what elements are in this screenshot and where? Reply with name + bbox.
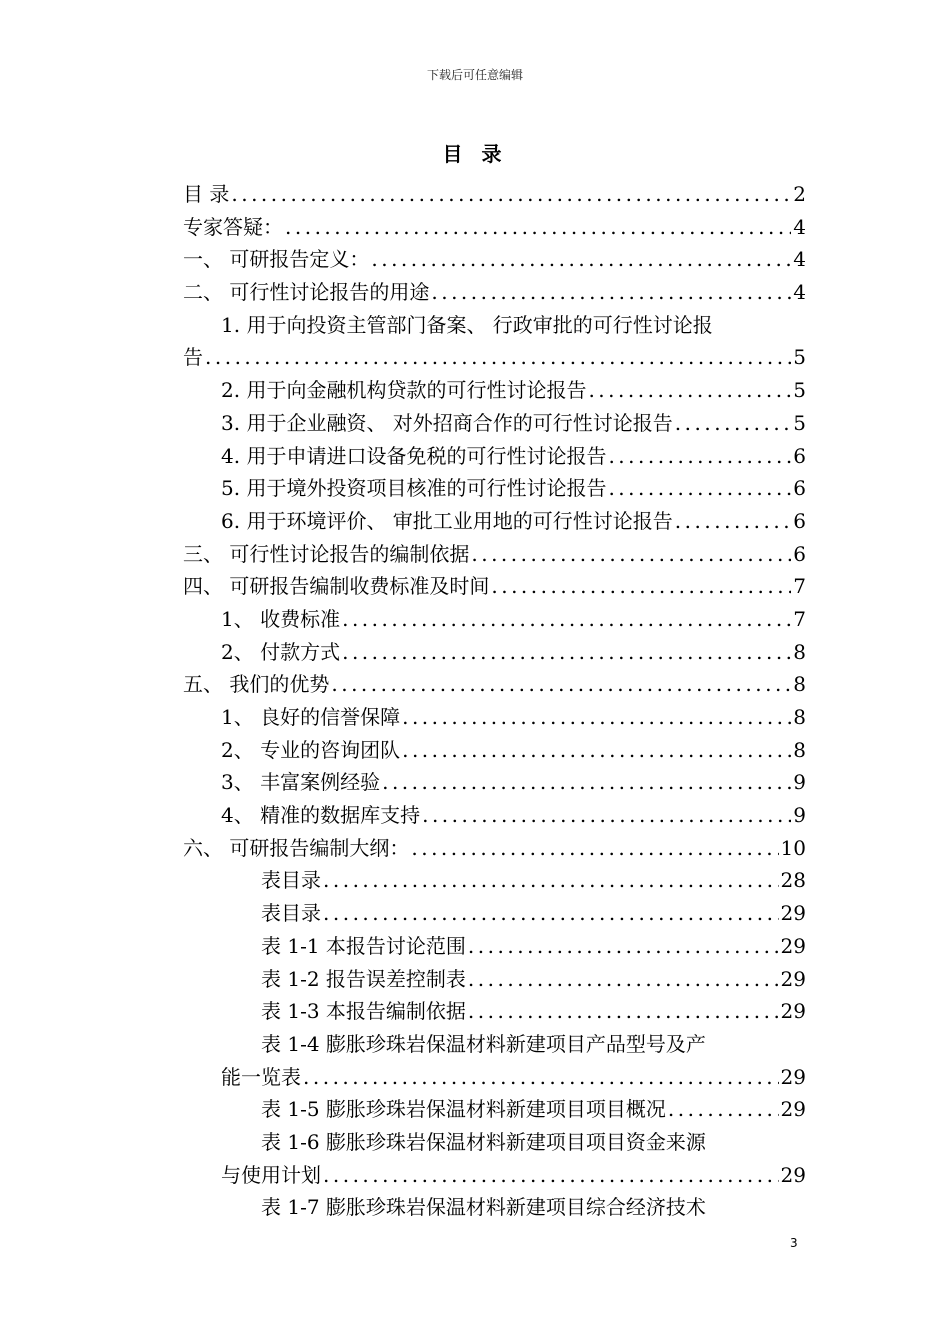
toc-leader (466, 930, 779, 963)
toc-entry-text: 表 1-4 膨胀珍珠岩保温材料新建项目产品型号及产 (261, 1031, 706, 1056)
toc-entry-page: 5 (793, 345, 806, 370)
toc-entry-text: 6. 用于环境评价、 审批工业用地的可行性讨论报告 (221, 508, 673, 533)
table-of-contents (183, 178, 806, 1224)
toc-leader (606, 472, 791, 505)
toc-entry-page: 6 (793, 541, 806, 566)
toc-leader (666, 1093, 779, 1126)
toc-entry-text: 3、 丰富案例经验 (221, 770, 381, 795)
toc-entry-text: 与使用计划 (221, 1162, 321, 1187)
toc-entry-page: 4 (793, 214, 806, 239)
toc-entry-text: 三、 可行性讨论报告的编制依据 (183, 541, 470, 566)
toc-leader (229, 178, 791, 211)
toc-entry[interactable] (183, 636, 806, 669)
toc-leader (466, 995, 779, 1028)
toc-entry[interactable] (183, 734, 806, 767)
toc-leader (469, 538, 791, 571)
toc-entry-page: 7 (793, 606, 806, 631)
toc-entry-page: 10 (780, 835, 806, 860)
toc-entry[interactable] (183, 603, 806, 636)
toc-entry-text: 表 1-7 膨胀珍珠岩保温材料新建项目综合经济技术 (261, 1195, 706, 1220)
toc-entry-page: 5 (793, 378, 806, 403)
toc-entry-page: 6 (793, 508, 806, 533)
toc-leader (429, 276, 791, 309)
toc-leader (369, 243, 791, 276)
toc-leader (321, 897, 779, 930)
page-number: 3 (790, 1236, 798, 1250)
toc-leader (586, 374, 791, 407)
toc-entry-page: 9 (793, 770, 806, 795)
toc-entry-page: 8 (793, 737, 806, 762)
toc-entry[interactable] (183, 1126, 806, 1159)
toc-leader (340, 603, 791, 636)
toc-leader (340, 636, 791, 669)
toc-entry-page: 29 (780, 901, 806, 926)
toc-entry[interactable] (183, 864, 806, 897)
toc-leader (203, 341, 791, 374)
toc-entry-page: 7 (793, 574, 806, 599)
toc-leader (400, 734, 791, 767)
toc-entry[interactable] (183, 440, 806, 473)
toc-entry-text: 表 1-2 报告误差控制表 (261, 966, 466, 991)
toc-entry[interactable] (183, 276, 806, 309)
toc-entry-page: 29 (780, 1162, 806, 1187)
toc-entry[interactable] (183, 930, 806, 963)
toc-entry-page: 8 (793, 672, 806, 697)
toc-entry-text: 4. 用于申请进口设备免税的可行性讨论报告 (221, 443, 607, 468)
toc-entry[interactable] (183, 309, 806, 342)
toc-leader (673, 505, 791, 538)
toc-entry-text: 5. 用于境外投资项目核准的可行性讨论报告 (221, 476, 607, 501)
toc-entry-page: 6 (793, 443, 806, 468)
toc-entry[interactable] (183, 374, 806, 407)
toc-entry-text: 表目录 (261, 901, 321, 926)
toc-entry[interactable] (183, 701, 806, 734)
toc-entry-text: 目 录 (183, 182, 230, 206)
toc-entry[interactable] (183, 538, 806, 571)
toc-leader (409, 832, 778, 865)
toc-entry[interactable] (183, 766, 806, 799)
toc-entry-text: 1、 收费标准 (221, 606, 341, 631)
toc-entry[interactable] (183, 472, 806, 505)
toc-leader (420, 799, 791, 832)
toc-entry-page: 29 (780, 999, 806, 1024)
toc-entry-page: 29 (780, 966, 806, 991)
toc-entry-page: 4 (793, 247, 806, 272)
toc-entry-page: 8 (793, 639, 806, 664)
toc-leader (489, 570, 791, 603)
toc-entry-text: 能一览表 (221, 1064, 301, 1089)
toc-entry-text: 3. 用于企业融资、 对外招商合作的可行性讨论报告 (221, 410, 673, 435)
toc-entry-text: 1. 用于向投资主管部门备案、 行政审批的可行性讨论报 (221, 312, 713, 337)
toc-leader (380, 766, 791, 799)
toc-entry[interactable] (183, 407, 806, 440)
toc-entry[interactable] (183, 211, 806, 244)
toc-entry-page: 28 (780, 868, 806, 893)
toc-entry-page: 29 (780, 1064, 806, 1089)
toc-entry-text: 4、 精准的数据库支持 (221, 803, 421, 828)
toc-entry-text: 表目录 (261, 868, 321, 893)
toc-entry-continuation[interactable] (183, 341, 806, 374)
toc-entry-text: 2、 付款方式 (221, 639, 341, 664)
toc-entry-page: 2 (793, 182, 806, 206)
toc-entry-page: 29 (780, 933, 806, 958)
toc-leader (606, 440, 791, 473)
toc-leader (283, 211, 791, 244)
toc-leader (673, 407, 791, 440)
page-header: 下载后可任意编辑 (426, 68, 523, 82)
toc-title: 目 录 (442, 142, 508, 166)
toc-entry[interactable] (183, 799, 806, 832)
toc-entry[interactable] (183, 995, 806, 1028)
toc-entry-page: 5 (793, 410, 806, 435)
toc-entry-text: 告 (183, 345, 203, 370)
toc-entry-page: 6 (793, 476, 806, 501)
toc-entry-text: 1、 良好的信誉保障 (221, 705, 401, 729)
toc-entry[interactable] (183, 505, 806, 538)
toc-entry-continuation[interactable] (183, 1159, 806, 1192)
toc-entry[interactable] (183, 1028, 806, 1061)
toc-entry[interactable] (183, 570, 806, 603)
toc-entry-text: 六、 可研报告编制大纲： (183, 835, 410, 860)
toc-leader (321, 864, 779, 897)
toc-leader (466, 963, 779, 996)
toc-entry-page: 9 (793, 803, 806, 828)
toc-entry-text: 2、 专业的咨询团队 (221, 737, 401, 762)
toc-entry[interactable] (183, 178, 806, 211)
toc-entry-text: 表 1-6 膨胀珍珠岩保温材料新建项目项目资金来源 (261, 1129, 706, 1154)
toc-entry-text: 二、 可行性讨论报告的用途 (183, 280, 430, 305)
toc-entry-text: 五、 我们的优势 (183, 672, 330, 697)
toc-entry-text: 四、 可研报告编制收费标准及时间 (183, 574, 490, 599)
toc-leader (301, 1061, 779, 1094)
toc-entry-page: 4 (793, 280, 806, 305)
toc-entry-text: 2. 用于向金融机构贷款的可行性讨论报告 (221, 378, 587, 403)
toc-entry-text: 一、 可研报告定义： (183, 247, 370, 272)
toc-entry[interactable] (183, 243, 806, 276)
toc-entry[interactable] (183, 897, 806, 930)
toc-entry-continuation[interactable] (183, 1061, 806, 1094)
toc-entry[interactable] (183, 832, 806, 865)
toc-entry[interactable] (183, 963, 806, 996)
toc-leader (321, 1159, 779, 1192)
toc-entry-page: 8 (793, 705, 806, 729)
toc-entry-text: 表 1-1 本报告讨论范围 (261, 933, 466, 958)
toc-leader (329, 668, 791, 701)
toc-entry[interactable] (183, 1093, 806, 1126)
toc-entry-text: 专家答疑： (183, 214, 283, 239)
toc-entry-text: 表 1-5 膨胀珍珠岩保温材料新建项目项目概况 (261, 1097, 666, 1122)
toc-entry-text: 表 1-3 本报告编制依据 (261, 999, 466, 1024)
toc-entry[interactable] (183, 1191, 806, 1224)
toc-leader (400, 701, 791, 734)
toc-entry-page: 29 (780, 1097, 806, 1122)
toc-entry[interactable] (183, 668, 806, 701)
